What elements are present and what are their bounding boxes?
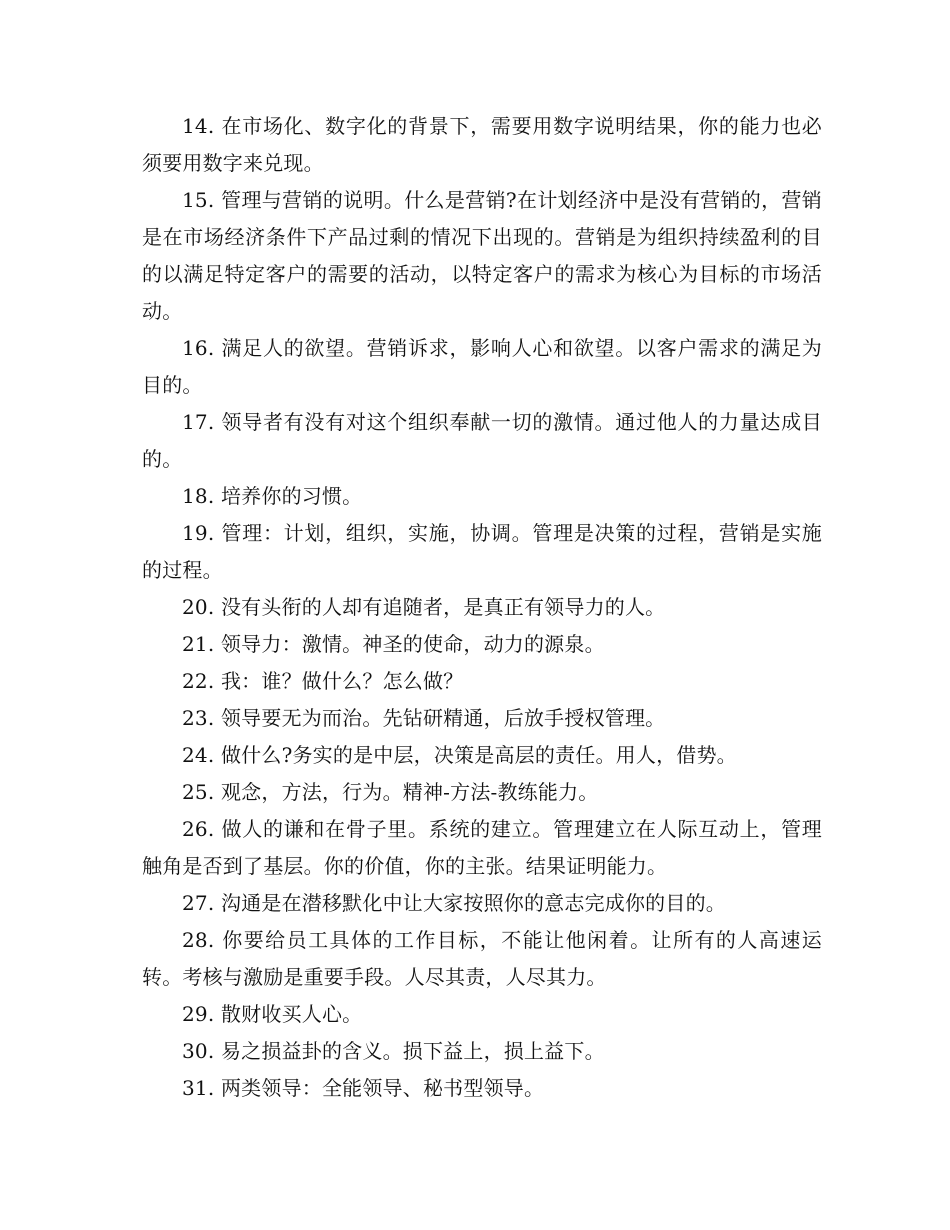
paragraph-17: 17. 领导者有没有对这个组织奉献一切的激情。通过他人的力量达成目的。 bbox=[142, 410, 822, 471]
paragraph-28: 28. 你要给员工具体的工作目标，不能让他闲着。让所有的人高速运转。考核与激励是重要手段。人尽其责，人尽其力。 bbox=[142, 928, 822, 989]
paragraph-31: 31. 两类领导：全能领导、秘书型领导。 bbox=[182, 1076, 545, 1100]
paragraph-20: 20. 没有头衔的人却有追随者，是真正有领导力的人。 bbox=[182, 595, 666, 619]
paragraph-19: 19. 管理：计划，组织，实施，协调。管理是决策的过程，营销是实施的过程。 bbox=[142, 521, 822, 582]
paragraph-25: 25. 观念，方法，行为。精神-方法-教练能力。 bbox=[182, 780, 599, 804]
paragraph-14: 14. 在市场化、数字化的背景下，需要用数字说明结果，你的能力也必须要用数字来兑现。 bbox=[142, 114, 822, 175]
paragraph-23: 23. 领导要无为而治。先钻研精通，后放手授权管理。 bbox=[182, 706, 666, 730]
paragraph-27: 27. 沟通是在潜移默化中让大家按照你的意志完成你的目的。 bbox=[182, 891, 726, 915]
paragraph-24: 24. 做什么?务实的是中层，决策是高层的责任。用人，借势。 bbox=[182, 743, 737, 767]
paragraph-29: 29. 散财收买人心。 bbox=[182, 1002, 363, 1026]
paragraph-22: 22. 我：谁？做什么？怎么做？ bbox=[182, 669, 464, 693]
paragraph-30: 30. 易之损益卦的含义。损下益上，损上益下。 bbox=[182, 1039, 605, 1063]
paragraph-15: 15. 管理与营销的说明。什么是营销?在计划经济中是没有营销的，营销是在市场经济条件下产品过剩的情况下出现的。营销是为组织持续盈利的目的以满足特定客户的需要的活动，以特定客户的需求为核心为目标的市场活动。 bbox=[142, 188, 822, 323]
paragraph-16: 16. 满足人的欲望。营销诉求，影响人心和欲望。以客户需求的满足为目的。 bbox=[142, 336, 822, 397]
paragraph-18: 18. 培养你的习惯。 bbox=[182, 484, 363, 508]
document-body bbox=[142, 108, 822, 1107]
paragraph-21: 21. 领导力：激情。神圣的使命，动力的源泉。 bbox=[182, 632, 605, 656]
paragraph-26: 26. 做人的谦和在骨子里。系统的建立。管理建立在人际互动上，管理触角是否到了基层。你的价值，你的主张。结果证明能力。 bbox=[142, 817, 822, 878]
